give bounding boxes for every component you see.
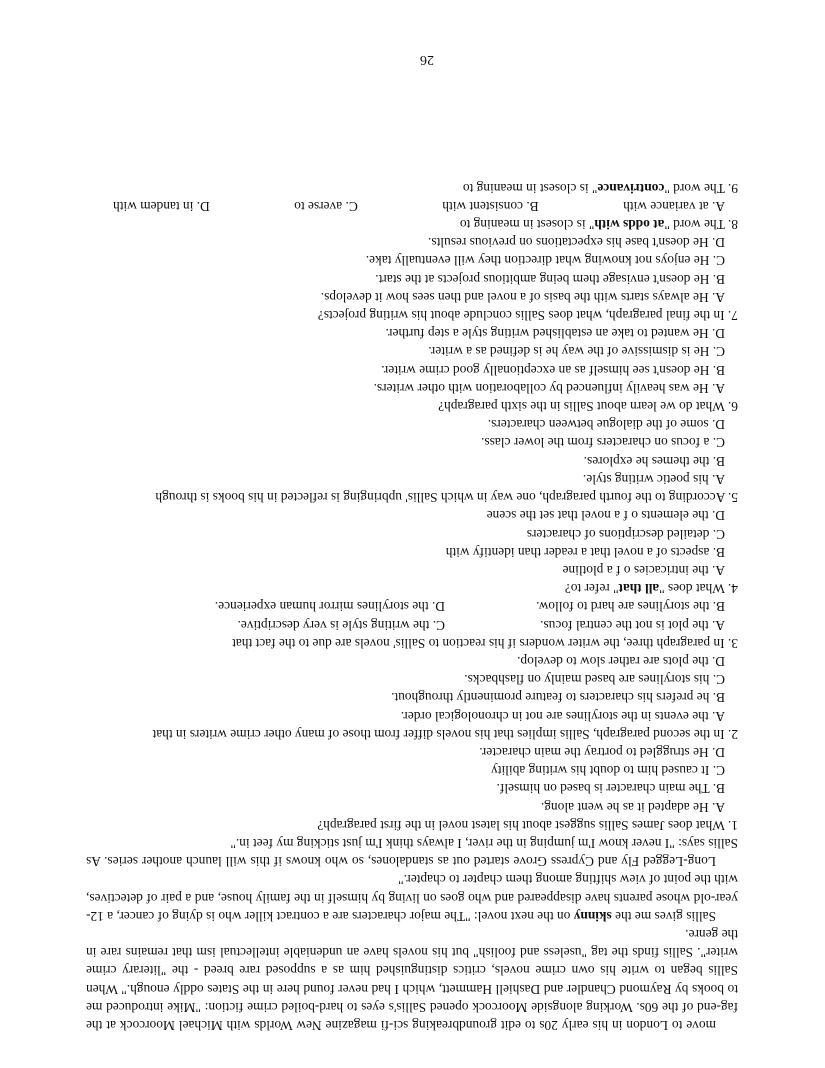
answer-option: C. detailed descriptions of characters — [526, 526, 725, 542]
answer-option: B. The main character is based on himself. — [496, 781, 725, 797]
answer-option-row — [86, 615, 725, 633]
question-stem — [86, 215, 738, 233]
passage-paragraph-1: move to London in his early 20s to edit groundbreaking sci-fi magazine New Worlds with Michael Moorcock at the fag-end of the 60s. Working alongside Moorcock opened Sallis's eyes to hard-boiled crime fiction: "Mike introduced me to books by Raymond Chandler and Dashiell Hammett, which I had never found here in the States oddly enough." When Sallis began to write his own crime novels, critics distinguished him as a supposed rare breed - the "literary crime writer". Sallis finds the tag "useless and foolish" but his novels have an undeniable intellectual ism that remains rare in the genre. — [86, 926, 738, 1033]
answer-option: A. at variance with — [623, 198, 725, 214]
answer-option: C. a focus on characters from the lower class. — [481, 435, 725, 451]
answer-option: D. the elements o f a novel that set the scene — [486, 508, 725, 524]
answer-option: D. He struggled to portray the main character. — [479, 744, 725, 760]
question-text: " is closest in meaning to — [459, 217, 595, 233]
answer-option: A. He adapted it as he went along. — [540, 799, 725, 815]
answer-option: A. his poetic writing style. — [582, 471, 725, 487]
answer-option: D. some of the dialogue between characters. — [487, 417, 725, 433]
question-text: 4. What does " — [659, 581, 738, 597]
question-stem — [86, 579, 738, 597]
question-text: 8. The word " — [664, 217, 738, 233]
passage-paragraph-2 — [86, 870, 738, 925]
question-text: " refer to? — [564, 581, 619, 597]
bold-term-skinny: skinny — [573, 908, 612, 924]
question-text: " is closest in meaning to — [462, 180, 598, 196]
answer-option: D. He wanted to take an established writing style a step further. — [385, 326, 725, 342]
answer-option: C. It caused him to doubt his writing ability — [491, 763, 725, 779]
question-text: 9. The word " — [664, 180, 738, 196]
answer-option-row — [113, 197, 725, 215]
answer-option: C. his storylines are based mainly on flashbacks. — [464, 672, 725, 688]
passage-paragraph-3: Long-Legged Fly and Cypress Grove started out as standalones, so who knows if this will launch another series. As Sallis says: "I never know I'm jumping in the river, I always think I'm just sticking my feet in." — [86, 835, 738, 870]
answer-option: B. the storylines are hard to follow. — [536, 599, 725, 615]
answer-option: B. he prefers his characters to feature prominently throughout. — [391, 690, 725, 706]
answer-option: A. the plot is not the central focus. — [540, 617, 725, 633]
answer-option: C. averse to — [294, 198, 358, 214]
answer-option: D. the plots are rather slow to develop. — [517, 653, 725, 669]
answer-option: C. the writing style is very descriptive. — [237, 617, 445, 633]
answer-option: A. the events in the storylines are not in chronological order. — [400, 708, 725, 724]
bold-term: all that — [618, 581, 660, 597]
question-stem: 6. What do we learn about Sallis in the sixth paragraph? — [438, 399, 738, 415]
question-stem: 3. In paragraph three, the writer wonders if his reaction to Sallis' novels are due to the fact that — [232, 635, 738, 651]
answer-option: A. the intricacies o f a plotline — [562, 562, 725, 578]
answer-option: A. He always starts with the basis of a novel and then sees how it develops. — [320, 289, 725, 305]
answer-option: B. aspects of a novel that a reader than identify with — [445, 544, 725, 560]
answer-option: D. He doesn't base his expectations on previous results. — [428, 235, 725, 251]
question-stem: 1. What does James Sallis suggest about his latest novel in the first paragraph? — [317, 817, 738, 833]
question-stem: 7. In the final paragraph, what does Sallis conclude about his writing projects? — [317, 308, 738, 324]
answer-option: D. in tandem with — [113, 198, 210, 214]
answer-option: B. the themes he explores. — [583, 453, 725, 469]
answer-option: B. He doesn't envisage them being ambitious projects at the start. — [375, 271, 725, 287]
answer-option: B. He doesn't see himself as an exceptionally good crime writer. — [381, 362, 725, 378]
passage-text: on the next novel: "The major characters are a contract killer who is dying of cancer, a 12-year-old whose parents have disappeared and who goes on living by himself in the family house, and a pair of detectives, with the point of view shifting among them chapter to chapter." — [85, 872, 738, 924]
bold-term: contrivance — [597, 180, 665, 196]
answer-option-row — [86, 597, 725, 615]
answer-option: A. He was heavily influenced by collaboration with other writers. — [373, 380, 725, 396]
question-stem — [86, 178, 738, 196]
question-stem: 2. In the second paragraph, Sallis implies that his novels differ from those of many other crime writers in that — [152, 726, 738, 742]
question-stem: 5. According to the fourth paragraph, one way in which Sallis' upbringing is reflected in his books is through — [155, 490, 738, 506]
page-content — [86, 178, 738, 1034]
answer-option: D. the storylines mirror human experience. — [214, 599, 445, 615]
passage-text: Sallis gives me the — [611, 908, 716, 924]
bold-term: at odds with — [594, 217, 665, 233]
answer-option: C. He enjoys not knowing what direction they will eventually take. — [365, 253, 725, 269]
answer-option: C. He is dismissive of the way he is defined as a writer. — [428, 344, 725, 360]
answer-option: B. consistent with — [442, 198, 539, 214]
page-number: 26 — [420, 52, 434, 67]
